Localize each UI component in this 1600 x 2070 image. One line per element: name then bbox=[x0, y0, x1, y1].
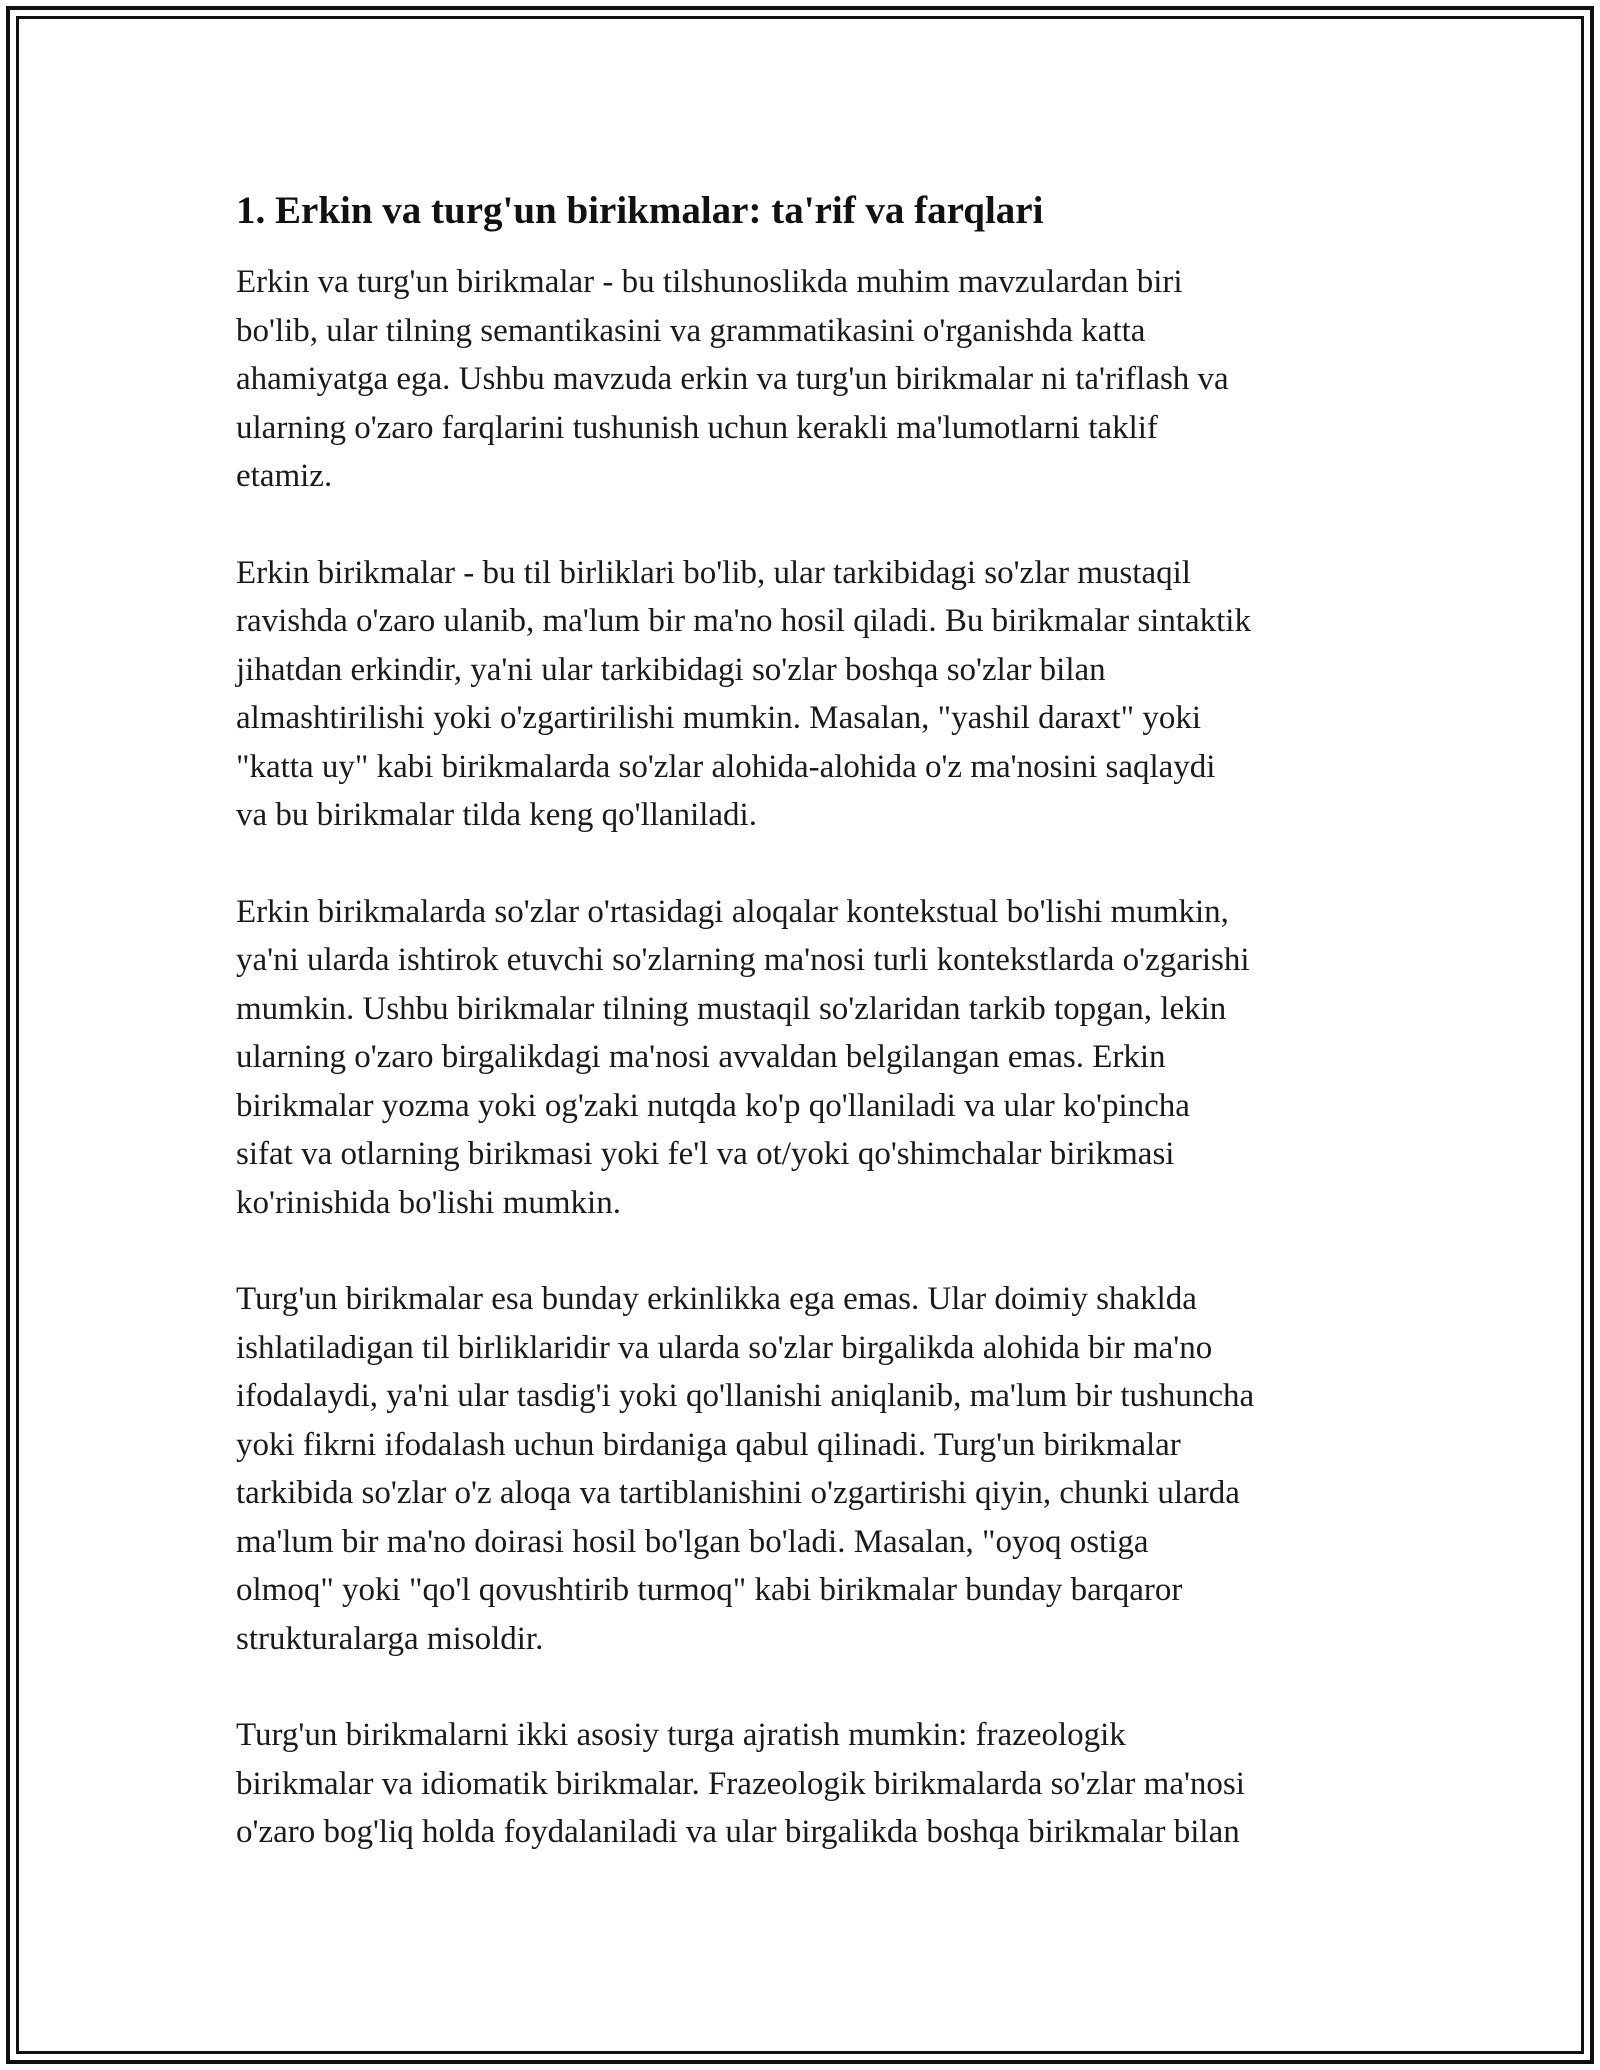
text-line: sifat va otlarning birikmasi yoki fe'l va ot/yoki qo'shimchalar birikmasi bbox=[236, 1136, 1175, 1172]
text-line: Turg'un birikmalar esa bunday erkinlikka ega emas. Ular doimiy shaklda bbox=[236, 1281, 1197, 1317]
text-line: strukturalarga misoldir. bbox=[236, 1620, 544, 1657]
text-line: ifodalaydi, ya'ni ular tasdig'i yoki qo'llanishi aniqlanib, ma'lum bir tushuncha bbox=[236, 1378, 1255, 1414]
document-body bbox=[236, 186, 1376, 1905]
text-line: ya'ni ularda ishtirok etuvchi so'zlarning ma'nosi turli kontekstlarda o'zgarishi bbox=[236, 942, 1250, 978]
text-line: mumkin. Ushbu birikmalar tilning mustaqil so'zlaridan tarkib topgan, lekin bbox=[236, 990, 1227, 1027]
text-line: ularning o'zaro birgalikdagi ma'nosi avvaldan belgilangan emas. Erkin bbox=[236, 1039, 1166, 1075]
text-line: Turg'un birikmalarni ikki asosiy turga ajratish mumkin: frazeologik bbox=[236, 1717, 1126, 1753]
text-line: ularning o'zaro farqlarini tushunish uchun kerakli ma'lumotlarni taklif bbox=[236, 409, 1158, 446]
text-line: ahamiyatga ega. Ushbu mavzuda erkin va turg'un birikmalar ni ta'riflash va bbox=[236, 361, 1229, 397]
text-line: almashtirilishi yoki o'zgartirilishi mumkin. Masalan, "yashil daraxt" yoki bbox=[236, 700, 1201, 736]
paragraph-turgun-types bbox=[236, 1711, 1376, 1857]
text-line: bo'lib, ular tilning semantikasini va grammatikasini o'rganishda katta bbox=[236, 312, 1146, 349]
text-line: birikmalar yozma yoki og'zaki nutqda ko'p qo'llaniladi va ular ko'pincha bbox=[236, 1087, 1190, 1124]
text-line: etamiz. bbox=[236, 458, 333, 494]
text-line: olmoq" yoki "qo'l qovushtirib turmoq" kabi birikmalar bunday barqaror bbox=[236, 1572, 1183, 1608]
text-line: ko'rinishida bo'lishi mumkin. bbox=[236, 1184, 621, 1221]
text-line: Erkin birikmalarda so'zlar o'rtasidagi aloqalar kontekstual bo'lishi mumkin, bbox=[236, 893, 1229, 930]
text-line: va bu birikmalar tilda keng qo'llaniladi. bbox=[236, 797, 757, 833]
text-line: tarkibida so'zlar o'z aloqa va tartiblanishini o'zgartirishi qiyin, chunki ularda bbox=[236, 1475, 1240, 1511]
text-line: ma'lum bir ma'no doirasi hosil bo'lgan bo'ladi. Masalan, "oyoq ostiga bbox=[236, 1523, 1149, 1560]
section-heading: 1. Erkin va turg'un birikmalar: ta'rif va farqlari bbox=[236, 189, 1044, 232]
paragraph-erkin-definition bbox=[236, 549, 1376, 840]
text-line: Erkin va turg'un birikmalar - bu tilshunoslikda muhim mavzulardan biri bbox=[236, 264, 1183, 300]
paragraph-intro bbox=[236, 258, 1376, 501]
text-line: yoki fikrni ifodalash uchun birdaniga qabul qilinadi. Turg'un birikmalar bbox=[236, 1426, 1181, 1463]
text-line: ishlatiladigan til birliklaridir va ularda so'zlar birgalikda alohida bir ma'no bbox=[236, 1329, 1213, 1366]
text-line: ravishda o'zaro ulanib, ma'lum bir ma'no hosil qiladi. Bu birikmalar sintaktik bbox=[236, 603, 1251, 639]
paragraph-turgun-definition bbox=[236, 1275, 1376, 1663]
paragraph-erkin-context bbox=[236, 888, 1376, 1228]
text-line: o'zaro bog'liq holda foydalaniladi va ular birgalikda boshqa birikmalar bilan bbox=[236, 1814, 1240, 1850]
text-line: Erkin birikmalar - bu til birliklari bo'lib, ular tarkibidagi so'zlar mustaqil bbox=[236, 554, 1191, 591]
text-line: jihatdan erkindir, ya'ni ular tarkibidagi so'zlar boshqa so'zlar bilan bbox=[236, 651, 1106, 688]
text-line: birikmalar va idiomatik birikmalar. Frazeologik birikmalarda so'zlar ma'nosi bbox=[236, 1765, 1245, 1802]
text-line: "katta uy" kabi birikmalarda so'zlar alohida-alohida o'z ma'nosini saqlaydi bbox=[236, 748, 1216, 785]
